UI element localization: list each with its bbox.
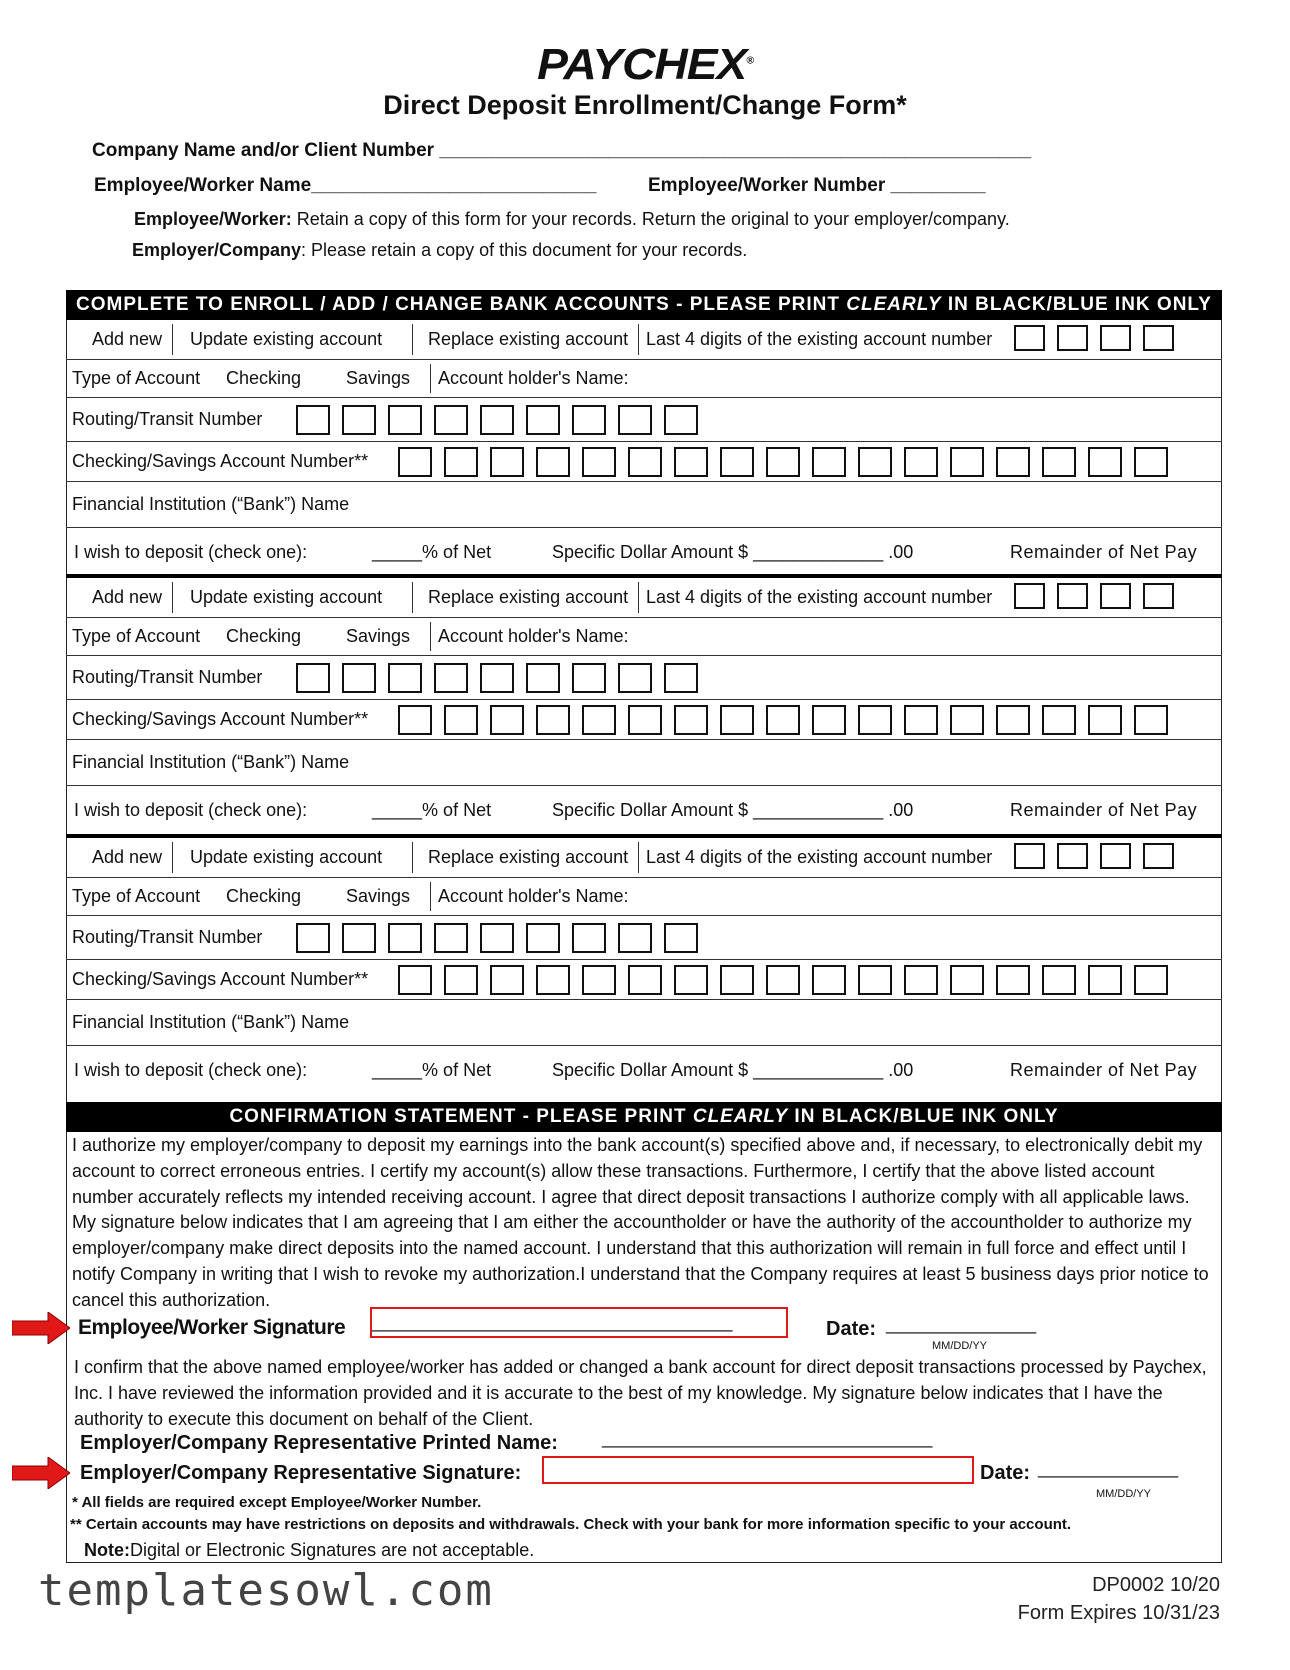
digit-box[interactable]	[950, 447, 984, 477]
routing-boxes[interactable]	[296, 663, 698, 693]
digit-box[interactable]	[1014, 843, 1045, 869]
update-existing-option[interactable]: Update existing account	[190, 329, 383, 349]
digit-box[interactable]	[1143, 583, 1174, 609]
digit-box[interactable]	[618, 923, 652, 953]
percent-option[interactable]: _____% of Net	[372, 799, 492, 820]
add-new-option[interactable]: Add new	[92, 587, 163, 607]
digit-box[interactable]	[1014, 583, 1045, 609]
digit-box[interactable]	[388, 663, 422, 693]
digit-box[interactable]	[296, 405, 330, 435]
account-type-label: Type of Account	[72, 368, 201, 388]
digit-box[interactable]	[398, 965, 432, 995]
digit-box[interactable]	[674, 705, 708, 735]
account-number-row	[66, 960, 1222, 1000]
employer-confirmation-paragraph: I confirm that the above named employee/worker has added or changed a bank account for direct deposit transactions processed by Paychex, Inc. I have reviewed the information provided and it is accurate to the best of my knowledge. My signature below indicates that I have the authority to execute this document on behalf of the Client.	[74, 1357, 1207, 1429]
digit-box[interactable]	[904, 705, 938, 735]
digit-box[interactable]	[582, 965, 616, 995]
employee-signature-label: Employee/Worker Signature	[78, 1316, 346, 1339]
last4-boxes[interactable]	[1014, 325, 1174, 351]
digit-box[interactable]	[1057, 583, 1088, 609]
digit-box[interactable]	[388, 405, 422, 435]
deposit-row	[66, 786, 1222, 834]
checking-option[interactable]: Checking	[226, 886, 302, 906]
routing-boxes[interactable]	[296, 923, 698, 953]
digit-box[interactable]	[996, 447, 1030, 477]
digit-box[interactable]	[1100, 843, 1131, 869]
form-expiry: Form Expires 10/31/23	[1017, 1602, 1220, 1624]
digit-box[interactable]	[766, 705, 800, 735]
action-row	[66, 838, 1222, 878]
account-number-label: Checking/Savings Account Number**	[72, 451, 369, 471]
digit-box[interactable]	[812, 705, 846, 735]
digit-box[interactable]	[536, 447, 570, 477]
digit-box[interactable]	[1134, 705, 1168, 735]
digit-box[interactable]	[536, 965, 570, 995]
footnote-restrictions: ** Certain accounts may have restrictions on deposits and withdrawals. Check with your bank for more information specific to your account.	[70, 1516, 1072, 1533]
digit-box[interactable]	[434, 923, 468, 953]
digit-box[interactable]	[1143, 325, 1174, 351]
digit-box[interactable]	[618, 663, 652, 693]
arrow-right-icon	[12, 1312, 70, 1344]
deposit-label: I wish to deposit (check one):	[74, 799, 308, 820]
deposit-label: I wish to deposit (check one):	[74, 541, 308, 562]
savings-option[interactable]: Savings	[346, 886, 411, 906]
dollar-option[interactable]: Specific Dollar Amount $ _____________ .00	[552, 799, 914, 820]
deposit-row	[66, 1046, 1222, 1094]
rep-name-label: Employer/Company Representative Printed Name:	[80, 1432, 558, 1454]
remainder-option[interactable]: Remainder of Net Pay	[1010, 1059, 1198, 1080]
digit-box[interactable]	[904, 447, 938, 477]
checking-option[interactable]: Checking	[226, 368, 302, 388]
footnote-required: * All fields are required except Employee/Worker Number.	[72, 1494, 482, 1511]
employee-number-label: Employee/Worker Number	[648, 175, 886, 196]
digit-box[interactable]	[720, 705, 754, 735]
employee-date-label: Date:	[826, 1318, 877, 1340]
action-row	[66, 320, 1222, 360]
update-existing-option[interactable]: Update existing account	[190, 587, 383, 607]
digit-box[interactable]	[1134, 965, 1168, 995]
account-type-row	[66, 360, 1222, 398]
digit-box[interactable]	[1057, 843, 1088, 869]
digit-box[interactable]	[296, 923, 330, 953]
employee-number-field[interactable]	[648, 175, 986, 197]
deposit-row	[66, 528, 1222, 576]
digit-box[interactable]	[572, 663, 606, 693]
dollar-option[interactable]: Specific Dollar Amount $ _____________ .00	[552, 1059, 914, 1080]
digit-box[interactable]	[812, 447, 846, 477]
account-holder-label: Account holder's Name:	[438, 368, 629, 388]
digit-box[interactable]	[904, 965, 938, 995]
digit-box[interactable]	[296, 663, 330, 693]
paychex-logo: PAYCHEX®	[537, 40, 753, 89]
bank-name-row[interactable]	[66, 1000, 1222, 1046]
rep-signature-field[interactable]	[542, 1456, 974, 1484]
digit-box[interactable]	[1088, 965, 1122, 995]
digit-box[interactable]	[1057, 325, 1088, 351]
routing-label: Routing/Transit Number	[72, 667, 263, 687]
last4-label: Last 4 digits of the existing account number	[646, 847, 993, 867]
digit-box[interactable]	[628, 447, 662, 477]
digit-box[interactable]	[526, 405, 560, 435]
digit-box[interactable]	[444, 447, 478, 477]
digit-box[interactable]	[996, 705, 1030, 735]
employee-name-label: Employee/Worker Name	[94, 175, 312, 196]
digit-box[interactable]	[572, 923, 606, 953]
digit-box[interactable]	[526, 923, 560, 953]
digit-box[interactable]	[480, 923, 514, 953]
employee-signature-field[interactable]	[370, 1307, 788, 1338]
digit-box[interactable]	[572, 405, 606, 435]
digit-box[interactable]	[664, 405, 698, 435]
digit-box[interactable]	[434, 663, 468, 693]
routing-boxes[interactable]	[296, 405, 698, 435]
digit-box[interactable]	[342, 923, 376, 953]
remainder-option[interactable]: Remainder of Net Pay	[1010, 541, 1198, 562]
last4-boxes[interactable]	[1014, 843, 1174, 869]
digit-box[interactable]	[1100, 583, 1131, 609]
company-field[interactable]	[92, 140, 1031, 162]
digit-box[interactable]	[1042, 447, 1076, 477]
routing-row	[66, 916, 1222, 960]
rep-name-field[interactable]: _________________________________	[602, 1428, 933, 1448]
digit-box[interactable]	[628, 705, 662, 735]
digit-box[interactable]	[444, 965, 478, 995]
digit-box[interactable]	[1042, 965, 1076, 995]
account-number-row	[66, 700, 1222, 740]
dollar-option[interactable]: Specific Dollar Amount $ _____________ .00	[552, 541, 914, 562]
add-new-option[interactable]: Add new	[92, 847, 163, 867]
digit-box[interactable]	[812, 965, 846, 995]
routing-row	[66, 398, 1222, 442]
digit-box[interactable]	[1014, 325, 1045, 351]
account-number-boxes[interactable]	[398, 965, 1168, 995]
digit-box[interactable]	[480, 405, 514, 435]
digit-box[interactable]	[858, 965, 892, 995]
digit-box[interactable]	[996, 965, 1030, 995]
account-type-row	[66, 618, 1222, 656]
digit-box[interactable]	[766, 447, 800, 477]
digit-box[interactable]	[628, 965, 662, 995]
bank-name-row[interactable]	[66, 482, 1222, 528]
replace-existing-option[interactable]: Replace existing account	[428, 329, 629, 349]
employer-note: Employer/Company: Please retain a copy of this document for your records.	[132, 240, 748, 260]
routing-label: Routing/Transit Number	[72, 927, 263, 947]
digit-box[interactable]	[1143, 843, 1174, 869]
account-type-row	[66, 878, 1222, 916]
rep-date-field[interactable]: ______________	[1038, 1458, 1179, 1478]
rep-date-label: Date:	[980, 1462, 1031, 1484]
deposit-label: I wish to deposit (check one):	[74, 1059, 308, 1080]
account-number-label: Checking/Savings Account Number**	[72, 969, 369, 989]
signature-note: Note:Digital or Electronic Signatures are not acceptable.	[84, 1540, 535, 1560]
update-existing-option[interactable]: Update existing account	[190, 847, 383, 867]
routing-row	[66, 656, 1222, 700]
digit-box[interactable]	[1088, 447, 1122, 477]
employee-name-line[interactable]: ___________________________	[311, 175, 597, 196]
account-number-boxes[interactable]	[398, 705, 1168, 735]
digit-box[interactable]	[342, 663, 376, 693]
digit-box[interactable]	[582, 447, 616, 477]
bank-name-label: Financial Institution (“Bank”) Name	[72, 1012, 350, 1032]
digit-box[interactable]	[582, 705, 616, 735]
digit-box[interactable]	[342, 405, 376, 435]
digit-box[interactable]	[950, 965, 984, 995]
employee-date-field[interactable]: _______________	[886, 1314, 1037, 1334]
employee-signature-line: ____________________________________	[372, 1312, 733, 1332]
digit-box[interactable]	[664, 923, 698, 953]
percent-option[interactable]: _____% of Net	[372, 1059, 492, 1080]
account-holder-label: Account holder's Name:	[438, 886, 629, 906]
digit-box[interactable]	[720, 447, 754, 477]
digit-box[interactable]	[720, 965, 754, 995]
bank-name-label: Financial Institution (“Bank”) Name	[72, 494, 350, 514]
savings-option[interactable]: Savings	[346, 626, 411, 646]
digit-box[interactable]	[398, 447, 432, 477]
digit-box[interactable]	[950, 705, 984, 735]
account-type-label: Type of Account	[72, 626, 201, 646]
digit-box[interactable]	[674, 965, 708, 995]
digit-box[interactable]	[398, 705, 432, 735]
employee-date-hint: MM/DD/YY	[932, 1340, 987, 1352]
company-label: Company Name and/or Client Number	[92, 140, 435, 161]
last4-label: Last 4 digits of the existing account number	[646, 329, 993, 349]
account-number-label: Checking/Savings Account Number**	[72, 709, 369, 729]
authorization-paragraph: I authorize my employer/company to deposit my earnings into the bank account(s) specified above and, if necessary, to electronically debit my account to correct erroneous entries. I certify my account(s) allow these transactions. Furthermore, I certify that the above listed account number accurately reflects my intended receiving account. I agree that direct deposit transactions I authorize comply with all applicable laws. My signature below indicates that I am agreeing that I am either the accountholder or have the authority of the accountholder to authorize my employer/company make direct deposits into the named account. I understand that this authorization will remain in full force and effect until I notify Company in writing that I wish to revoke my authorization.I understand that the Company requires at least 5 business days prior notice to cancel this authorization.	[72, 1135, 1209, 1310]
digit-box[interactable]	[490, 447, 524, 477]
bank-name-label: Financial Institution (“Bank”) Name	[72, 752, 350, 772]
last4-boxes[interactable]	[1014, 583, 1174, 609]
digit-box[interactable]	[1088, 705, 1122, 735]
add-new-option[interactable]: Add new	[92, 329, 163, 349]
bank-name-row[interactable]	[66, 740, 1222, 786]
digit-box[interactable]	[490, 705, 524, 735]
watermark: templatesowl.com	[38, 1565, 494, 1616]
rep-date-hint: MM/DD/YY	[1096, 1488, 1151, 1500]
digit-box[interactable]	[858, 447, 892, 477]
digit-box[interactable]	[388, 923, 422, 953]
digit-box[interactable]	[536, 705, 570, 735]
digit-box[interactable]	[664, 663, 698, 693]
digit-box[interactable]	[526, 663, 560, 693]
remainder-option[interactable]: Remainder of Net Pay	[1010, 799, 1198, 820]
employee-number-line[interactable]: _________	[890, 175, 986, 196]
account-number-row	[66, 442, 1222, 482]
confirmation-section-header: CONFIRMATION STATEMENT - PLEASE PRINT CLEARLY IN BLACK/BLUE INK ONLY	[66, 1102, 1222, 1132]
arrow-right-icon	[12, 1457, 70, 1489]
form-code: DP0002 10/20	[1092, 1574, 1220, 1596]
form-title: Direct Deposit Enrollment/Change Form*	[383, 90, 907, 120]
rep-signature-label: Employer/Company Representative Signature:	[80, 1462, 522, 1484]
savings-option[interactable]: Savings	[346, 368, 411, 388]
digit-box[interactable]	[1134, 447, 1168, 477]
company-line[interactable]: ________________________________________________________	[439, 140, 1032, 161]
digit-box[interactable]	[766, 965, 800, 995]
digit-box[interactable]	[858, 705, 892, 735]
digit-box[interactable]	[444, 705, 478, 735]
action-row	[66, 578, 1222, 618]
digit-box[interactable]	[1042, 705, 1076, 735]
section-divider	[66, 834, 1222, 838]
digit-box[interactable]	[434, 405, 468, 435]
section-divider	[66, 574, 1222, 578]
digit-box[interactable]	[618, 405, 652, 435]
enroll-section-header: COMPLETE TO ENROLL / ADD / CHANGE BANK ACCOUNTS - PLEASE PRINT CLEARLY IN BLACK/BLUE INK ONLY	[66, 290, 1222, 320]
digit-box[interactable]	[490, 965, 524, 995]
digit-box[interactable]	[480, 663, 514, 693]
employee-name-field[interactable]	[94, 175, 597, 197]
replace-existing-option[interactable]: Replace existing account	[428, 847, 629, 867]
replace-existing-option[interactable]: Replace existing account	[428, 587, 629, 607]
account-holder-label: Account holder's Name:	[438, 626, 629, 646]
last4-label: Last 4 digits of the existing account number	[646, 587, 993, 607]
digit-box[interactable]	[1100, 325, 1131, 351]
percent-option[interactable]: _____% of Net	[372, 541, 492, 562]
account-number-boxes[interactable]	[398, 447, 1168, 477]
employee-note: Employee/Worker: Retain a copy of this form for your records. Return the original to your employer/company.	[134, 209, 1010, 229]
account-type-label: Type of Account	[72, 886, 201, 906]
routing-label: Routing/Transit Number	[72, 409, 263, 429]
digit-box[interactable]	[674, 447, 708, 477]
checking-option[interactable]: Checking	[226, 626, 302, 646]
